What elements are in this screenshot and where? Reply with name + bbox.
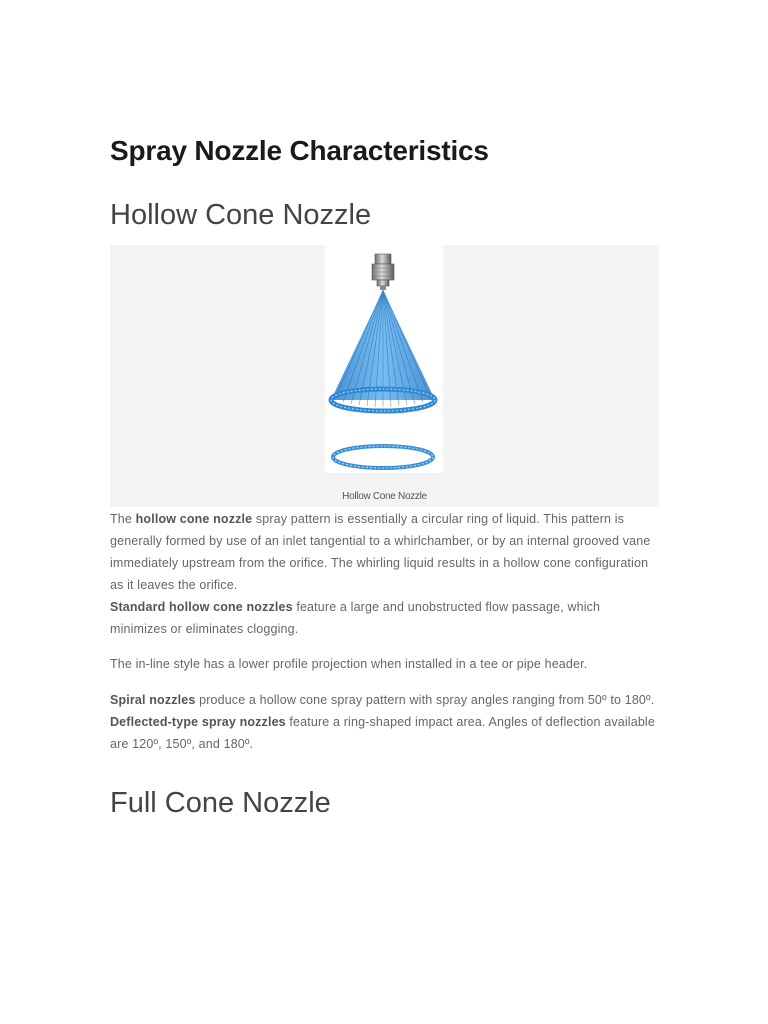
spray-cone-icon: [331, 290, 435, 411]
text-span: The: [110, 512, 136, 526]
bold-term: Deflected-type spray nozzles: [110, 715, 286, 729]
figure-caption: Hollow Cone Nozzle: [342, 491, 427, 502]
text-span: feature a ring-shaped impact area. Angles of deflection available are 120º, 150º, and 180º.: [110, 715, 655, 751]
nozzle-icon: [372, 254, 394, 290]
paragraph-hollow-cone-description: [110, 508, 660, 640]
section-heading-full-cone: Full Cone Nozzle: [110, 787, 331, 819]
hollow-cone-spray-image: [325, 245, 443, 473]
spray-cone-illustration: [325, 245, 443, 473]
spray-ring-icon: [333, 446, 433, 468]
paragraph-spiral-deflected: [110, 689, 660, 755]
text-span: feature a large and unobstructed flow passage, which minimizes or eliminates clogging.: [110, 600, 601, 636]
text-span: produce a hollow cone spray pattern with spray angles ranging from 50º to 180º.: [195, 693, 655, 707]
page-title: Spray Nozzle Characteristics: [110, 135, 489, 166]
paragraph-in-line-style: The in-line style has a lower profile projection when installed in a tee or pipe header.: [110, 657, 588, 671]
figure-hollow-cone: [110, 245, 659, 507]
bold-term: Standard hollow cone nozzles: [110, 600, 293, 614]
bold-term: Spiral nozzles: [110, 693, 196, 707]
bold-term: hollow cone nozzle: [135, 512, 253, 526]
section-heading-hollow-cone: Hollow Cone Nozzle: [110, 199, 372, 231]
text-span: spray pattern is essentially a circular ring of liquid. This pattern is generally formed by use of an inlet tangential to a whirlchamber, or by an internal grooved vane immediately upstream from the orifice. The whirling liquid results in a hollow cone configuration as it leaves the orifice.: [110, 512, 651, 592]
